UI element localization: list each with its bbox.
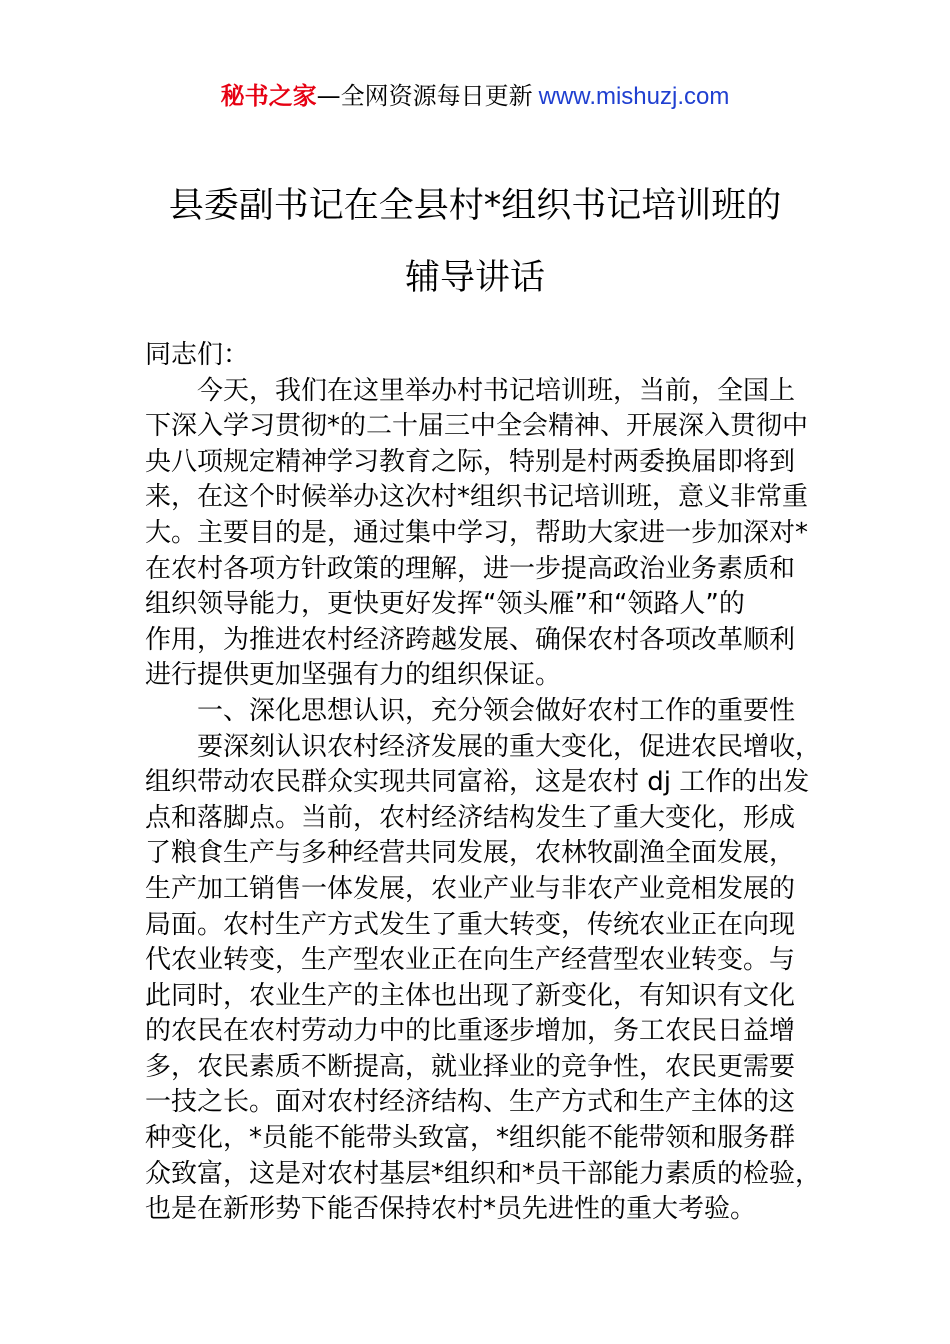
body-line: 要深刻认识农村经济发展的重大变化，促进农民增收， xyxy=(145,731,822,762)
body-line: 在农村各项方针政策的理解，进一步提高政治业务素质和 xyxy=(145,553,796,584)
body-line: 作用，为推进农村经济跨越发展、确保农村各项改革顺利 xyxy=(145,624,796,655)
body-line: 众致富，这是对农村基层*组织和*员干部能力素质的检验， xyxy=(145,1158,822,1189)
body-line: 了粮食生产与多种经营共同发展，农林牧副渔全面发展， xyxy=(145,838,796,869)
body-line: 种变化，*员能不能带头致富，*组织能不能带领和服务群 xyxy=(145,1123,796,1154)
body-line: 今天，我们在这里举办村书记培训班，当前，全国上 xyxy=(145,375,796,406)
body-line: 央八项规定精神学习教育之际，特别是村两委换届即将到 xyxy=(145,446,796,477)
body-line: 此同时，农业生产的主体也出现了新变化，有知识有文化 xyxy=(145,980,796,1011)
site-banner xyxy=(0,80,950,113)
body-line: 组织领导能力，更快更好发挥“领头雁”和“领路人”的 xyxy=(145,589,745,620)
body-line: 同志们： xyxy=(145,340,250,370)
body-line: 进行提供更加坚强有力的组织保证。 xyxy=(145,660,562,691)
site-tagline: —全网资源每日更新 xyxy=(316,82,533,110)
body-line: 的农民在农村劳动力中的比重逐步增加，务工农民日益增 xyxy=(145,1016,796,1047)
body-line: 下深入学习贯彻*的二十届三中全会精神、开展深入贯彻中 xyxy=(145,411,809,442)
section-heading: 一、深化思想认识，充分领会做好农村工作的重要性 xyxy=(145,695,796,726)
document-body xyxy=(145,338,835,1228)
body-line: 组织带动农民群众实现共同富裕，这是农村 dj 工作的出发 xyxy=(145,767,810,798)
body-line: 点和落脚点。当前，农村经济结构发生了重大变化，形成 xyxy=(145,802,796,833)
site-brand: 秘书之家 xyxy=(220,82,317,110)
body-line: 一技之长。面对农村经济结构、生产方式和生产主体的这 xyxy=(145,1087,796,1118)
body-line: 代农业转变，生产型农业正在向生产经营型农业转变。与 xyxy=(145,945,796,976)
document-title-line-1: 县委副书记在全县村*组织书记培训班的 xyxy=(168,186,782,226)
body-line: 也是在新形势下能否保持农村*员先进性的重大考验。 xyxy=(145,1194,757,1225)
body-line: 多，农民素质不断提高，就业择业的竞争性，农民更需要 xyxy=(145,1051,796,1082)
body-line: 生产加工销售一体发展，农业产业与非农产业竞相发展的 xyxy=(145,873,796,904)
body-line: 局面。农村生产方式发生了重大转变，传统农业正在向现 xyxy=(145,909,796,940)
document-title-line-2: 辅导讲话 xyxy=(404,258,545,298)
body-line: 大。主要目的是，通过集中学习，帮助大家进一步加深对* xyxy=(145,517,809,548)
body-line: 来，在这个时候举办这次村*组织书记培训班，意义非常重 xyxy=(145,482,809,513)
site-url-link[interactable]: www.mishuzj.com xyxy=(538,83,730,110)
